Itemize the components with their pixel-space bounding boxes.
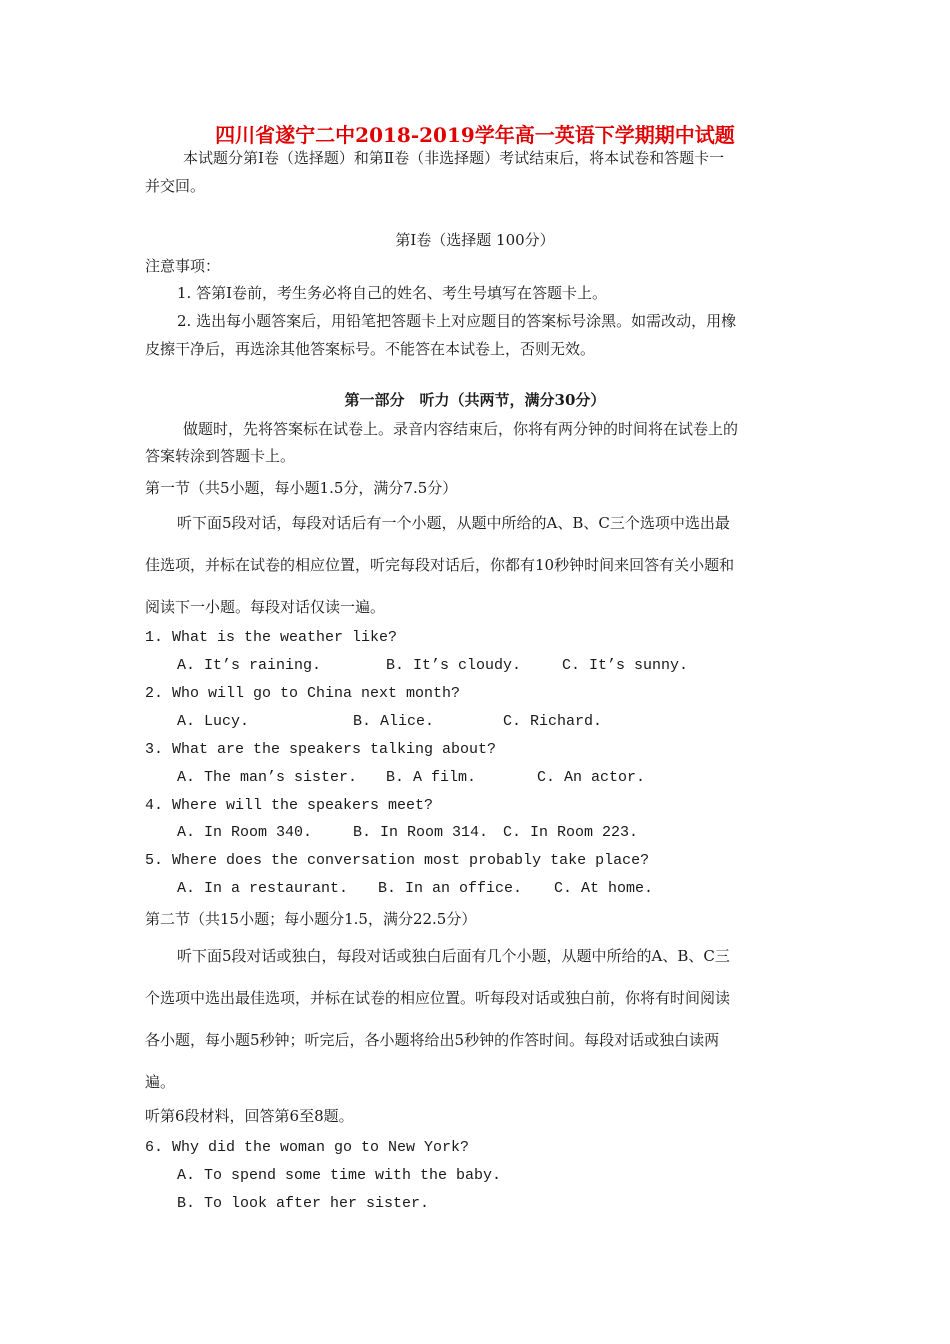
question-3: 3. What are the speakers talking about? bbox=[145, 741, 497, 758]
sub1-heading: 第一节（共5小题，每小题1.5分，满分7.5分） bbox=[145, 479, 458, 497]
question-3-option-b: B. A film. bbox=[386, 769, 477, 786]
part1-heading: 第Ⅰ卷（选择题 100分） bbox=[395, 231, 555, 249]
sub1-desc-line-2: 佳选项，并标在试卷的相应位置，听完每段对话后，你都有10秒钟时间来回答有关小题和 bbox=[145, 556, 735, 574]
question-6-option-a: A. To spend some time with the baby. bbox=[177, 1167, 502, 1184]
section-intro-line-1: 做题时，先将答案标在试卷上。录音内容结束后，你将有两分钟的时间将在试卷上的 bbox=[183, 420, 739, 438]
question-4-option-b: B. In Room 314. bbox=[353, 824, 489, 841]
question-2-option-c: C. Richard. bbox=[503, 713, 603, 730]
question-1-option-a: A. It’s raining. bbox=[177, 657, 322, 674]
question-1-option-c: C. It’s sunny. bbox=[562, 657, 689, 674]
question-5-option-a: A. In a restaurant. bbox=[177, 880, 349, 897]
question-1-option-b: B. It’s cloudy. bbox=[386, 657, 522, 674]
exam-title: 四川省遂宁二中2018-2019学年高一英语下学期期中试题 bbox=[215, 123, 735, 147]
question-3-option-c: C. An actor. bbox=[537, 769, 646, 786]
question-2: 2. Who will go to China next month? bbox=[145, 685, 461, 702]
question-2-option-b: B. Alice. bbox=[353, 713, 435, 730]
intro-line-1: 本试题分第Ⅰ卷（选择题）和第Ⅱ卷（非选择题）考试结束后，将本试卷和答题卡一 bbox=[183, 149, 725, 167]
question-4: 4. Where will the speakers meet? bbox=[145, 797, 434, 814]
question-1: 1. What is the weather like? bbox=[145, 629, 398, 646]
sub1-desc-line-1: 听下面5段对话，每段对话后有一个小题，从题中所给的A、B、C三个选项中选出最 bbox=[177, 514, 730, 532]
notice-item-2-line-2: 皮擦干净后，再选涂其他答案标号。不能答在本试卷上，否则无效。 bbox=[145, 340, 596, 358]
question-4-option-c: C. In Room 223. bbox=[503, 824, 639, 841]
intro-line-2: 并交回。 bbox=[145, 177, 206, 195]
section-intro-line-2: 答案转涂到答题卡上。 bbox=[145, 447, 296, 465]
notice-label: 注意事项： bbox=[145, 257, 221, 275]
section-heading: 第一部分 听力（共两节，满分30分） bbox=[344, 391, 606, 409]
question-2-option-a: A. Lucy. bbox=[177, 713, 250, 730]
material-instruction: 听第6段材料，回答第6至8题。 bbox=[145, 1107, 354, 1125]
question-5: 5. Where does the conversation most probably take place? bbox=[145, 852, 650, 869]
notice-item-1: 1. 答第Ⅰ卷前，考生务必将自己的姓名、考生号填写在答题卡上。 bbox=[177, 284, 608, 302]
sub2-desc-line-4: 遍。 bbox=[145, 1073, 176, 1091]
question-4-option-a: A. In Room 340. bbox=[177, 824, 313, 841]
sub2-desc-line-2: 个选项中选出最佳选项，并标在试卷的相应位置。听每段对话或独白前，你将有时间阅读 bbox=[145, 989, 731, 1007]
sub2-desc-line-1: 听下面5段对话或独白，每段对话或独白后面有几个小题，从题中所给的A、B、C三 bbox=[177, 947, 730, 965]
question-5-option-c: C. At home. bbox=[554, 880, 654, 897]
notice-item-2-line-1: 2. 选出每小题答案后，用铅笔把答题卡上对应题目的答案标号涂黑。如需改动，用橡 bbox=[177, 312, 737, 330]
question-6-option-b: B. To look after her sister. bbox=[177, 1195, 430, 1212]
sub1-desc-line-3: 阅读下一小题。每段对话仅读一遍。 bbox=[145, 598, 386, 616]
question-3-option-a: A. The man’s sister. bbox=[177, 769, 358, 786]
sub2-desc-line-3: 各小题，每小题5秒钟；听完后，各小题将给出5秒钟的作答时间。每段对话或独白读两 bbox=[145, 1031, 720, 1049]
question-5-option-b: B. In an office. bbox=[378, 880, 523, 897]
question-6: 6. Why did the woman go to New York? bbox=[145, 1139, 470, 1156]
sub2-heading: 第二节（共15小题；每小题分1.5，满分22.5分） bbox=[145, 910, 477, 928]
